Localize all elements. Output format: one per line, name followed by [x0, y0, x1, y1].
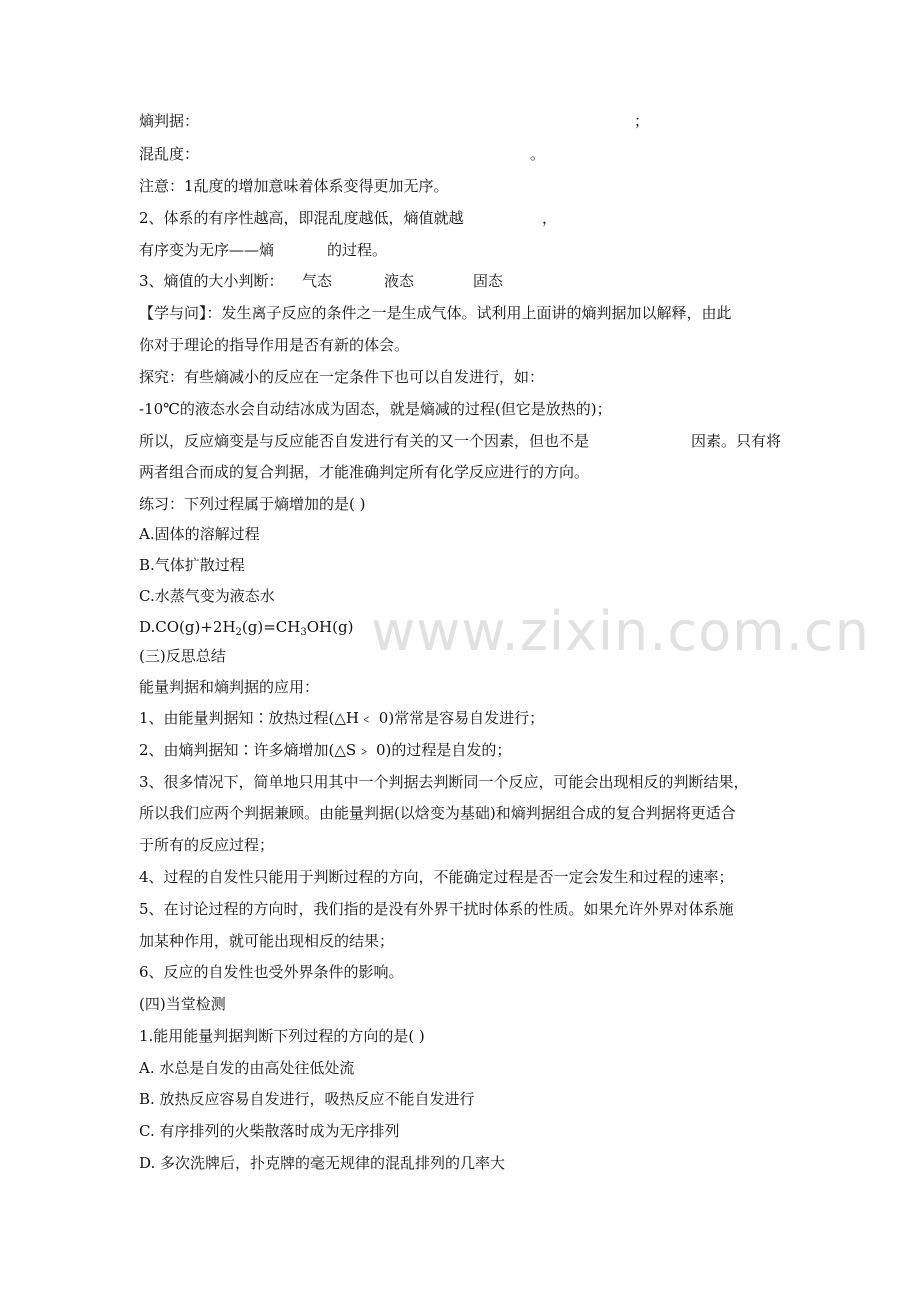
watermark: www.zixin.com.cn: [371, 600, 870, 663]
application-item-4: 4、过程的自发性只能用于判断过程的方向，不能确定过程是否一定会发生和过程的速率；: [139, 868, 734, 886]
combined-criterion-line: 两者组合而成的复合判据，才能准确判定所有化学反应进行的方向。: [139, 463, 590, 481]
section-reflection-heading: (三)反思总结: [139, 647, 226, 665]
formula-part-3: OH(g): [306, 618, 354, 636]
note-line: 注意：1乱度的增加意味着体系变得更加无序。: [139, 177, 449, 195]
factor-tail: 因素。只有将: [691, 432, 782, 450]
application-item-3-line-1: 3、很多情况下，简单地只用其中一个判据去判断同一个反应，可能会出现相反的判断结果，: [139, 773, 749, 791]
application-item-3-line-3: 于所有的反应过程；: [139, 836, 275, 854]
formula-part-1: D.CO(g)+2H: [139, 618, 236, 636]
section-check-heading: (四)当堂检测: [139, 995, 226, 1013]
check-option-d: D. 多次洗牌后，扑克牌的毫无规律的混乱排列的几率大: [139, 1154, 506, 1172]
check-question-1: 1.能用能量判据判断下列过程的方向的是( ): [139, 1027, 425, 1045]
application-item-5-line-1: 5、在讨论过程的方向时，我们指的是没有外界干扰时体系的性质。如果允许外界对体系施: [139, 900, 734, 918]
check-option-a: A. 水总是自发的由高处往低处流: [139, 1059, 355, 1077]
entropy-size-label: 3、熵值的大小判断：: [139, 272, 284, 290]
exercise-question: 练习：下列过程属于熵增加的是( ): [139, 495, 366, 513]
order-entropy-line: [139, 208, 789, 228]
state-liquid: 液态: [384, 272, 415, 290]
application-heading: 能量判据和熵判据的应用：: [139, 678, 320, 696]
entropy-size-line: [139, 271, 789, 291]
formula-subscript-2: 2: [235, 627, 242, 638]
explore-line: 探究：有些熵减小的反应在一定条件下也可以自发进行，如：: [139, 368, 545, 386]
application-item-5-line-2: 加某种作用，就可能出现相反的结果；: [139, 932, 395, 950]
application-item-6: 6、反应的自发性也受外界条件的影响。: [139, 963, 404, 981]
state-solid: 固态: [473, 272, 504, 290]
disorder-period: 。: [530, 145, 546, 163]
entropy-criterion-line: [139, 111, 789, 131]
state-gas: 气态: [302, 272, 333, 290]
factor-text: 所以，反应熵变是与反应能否自发进行有关的又一个因素，但也不是: [139, 432, 590, 450]
formula-part-2: (g)=CH: [241, 618, 301, 636]
freezing-example-line: -10℃的液态水会自动结冰成为固态，就是熵减的过程(但它是放热的)；: [139, 400, 612, 418]
check-option-c: C. 有序排列的火柴散落时成为无序排列: [139, 1122, 400, 1140]
application-item-3-line-2: 所以我们应两个判据兼顾。由能量判据(以焓变为基础)和熵判据组合成的复合判据将更适合: [139, 804, 736, 822]
entropy-criterion-semicolon: ；: [634, 112, 650, 130]
exercise-option-a: A.固体的溶解过程: [139, 525, 260, 543]
order-entropy-text: 2、体系的有序性越高，即混乱度越低，熵值就越: [139, 209, 464, 227]
disorder-line: [139, 144, 789, 164]
application-item-2: 2、由熵判据知∶许多熵增加(△S﹥ 0)的过程是自发的；: [139, 741, 512, 759]
order-entropy-comma: ，: [542, 209, 558, 227]
entropy-criterion-label: 熵判据：: [139, 112, 200, 130]
disorder-process-text: 有序变为无序——熵: [139, 241, 275, 259]
learn-ask-line-1: 【学与问】：发生离子反应的条件之一是生成气体。试利用上面讲的熵判据加以解释，由此: [139, 304, 732, 322]
check-option-b: B. 放热反应容易自发进行，吸热反应不能自发进行: [139, 1090, 475, 1108]
formula-subscript-3: 3: [300, 627, 307, 638]
learn-ask-line-2: 你对于理论的指导作用是否有新的体会。: [139, 336, 410, 354]
exercise-option-c: C.水蒸气变为液态水: [139, 587, 275, 605]
disorder-label: 混乱度：: [139, 145, 200, 163]
exercise-option-b: B.气体扩散过程: [139, 556, 245, 574]
application-item-1: 1、由能量判据知∶放热过程(△H﹤ 0)常常是容易自发进行；: [139, 709, 545, 727]
disorder-process-tail: 的过程。: [327, 241, 388, 259]
disorder-process-line: [139, 240, 789, 260]
